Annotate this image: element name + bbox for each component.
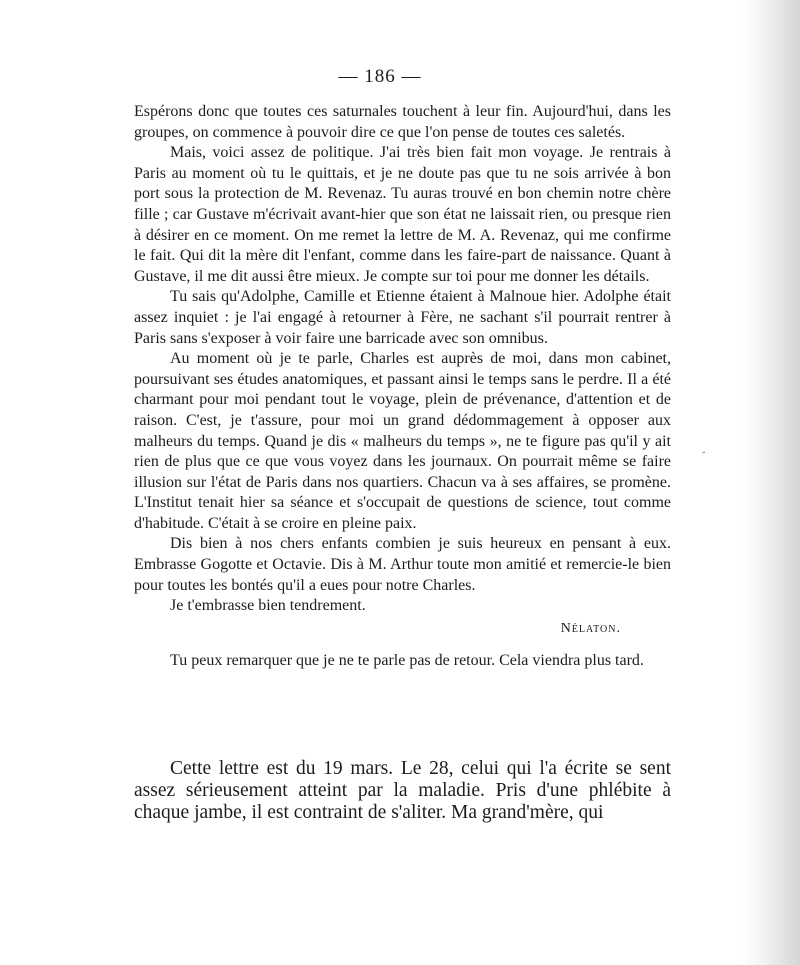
letter-body (134, 102, 671, 672)
page-number: — 186 — (338, 66, 422, 87)
page-edge-shadow (742, 0, 800, 965)
letter-paragraph-5: Dis bien à nos chers enfants combien je suis heureux en pensant à eux. Embrasse Gogotte et Octavie. Dis à M. Arthur toute mon amitié et remercie-le bien pour toutes les bontés qu'il a eues pour notre Charles. (134, 535, 671, 594)
letter-paragraph-1: Espérons donc que toutes ces saturnales touchent à leur fin. Aujourd'hui, dans les groupes, on commence à pouvoir dire ce que l'on pense de toutes ces saletés. (134, 103, 671, 141)
letter-paragraph-3: Tu sais qu'Adolphe, Camille et Etienne étaient à Malnoue hier. Adolphe était assez inquiet : je l'ai engagé à retourner à Fère, ne sachant s'il pourrait rentrer à Paris sans s'exposer à voir faire une barricade avec son omnibus. (134, 288, 671, 347)
letter-signature: Nélaton. (560, 620, 621, 636)
letter-paragraph-4: Au moment où je te parle, Charles est auprès de moi, dans mon cabinet, poursuivant ses études anatomiques, et passant ainsi le temps sans le perdre. Il a été charmant pour moi pendant tout le voyage, plein de prévenance, d'attention et de raison. C'est, je t'assure, pour moi un grand dédommagement à opposer aux malheurs du temps. Quand je dis « malheurs du temps », ne te figure pas qu'il y ait rien de plus que ce que vous voyez dans les journaux. On pourrait même se faire illusion sur l'état de Paris dans nos quartiers. Chacun va à ses affaires, se promène. L'Institut tenait hier sa séance et s'occupait de questions de science, tout comme d'habitude. C'était à se croire en pleine paix. (134, 350, 671, 532)
scan-speck: ˘ (702, 451, 706, 462)
letter-paragraph-2: Mais, voici assez de politique. J'ai très bien fait mon voyage. Je rentrais à Paris au moment où tu le quittais, et je ne doute pas que tu ne sois arrivée à bon port sous la protection de M. Revenaz. Tu auras trouvé en bon chemin notre chère fille ; car Gustave m'écrivait avant-hier que son état ne laissait rien, ou presque rien à désirer en ce moment. On me remet la lettre de M. A. Revenaz, qui me confirme le fait. Qui dit la mère dit l'enfant, comme dans les faire-part de naissance. Quant à Gustave, il me dit aussi être mieux. Je compte sur toi pour me donner les détails. (134, 144, 671, 285)
letter-postscript: Tu peux remarquer que je ne te parle pas de retour. Cela viendra plus tard. (170, 652, 644, 670)
narrative-paragraph: Cette lettre est du 19 mars. Le 28, celui qui l'a écrite se sent assez sérieusement atteint par la maladie. Pris d'une phlébite à chaque jambe, il est contraint de s'aliter. Ma grand'mère, qui (134, 758, 671, 823)
narrative-body (134, 758, 671, 824)
letter-closing: Je t'embrasse bien tendrement. (170, 597, 366, 615)
